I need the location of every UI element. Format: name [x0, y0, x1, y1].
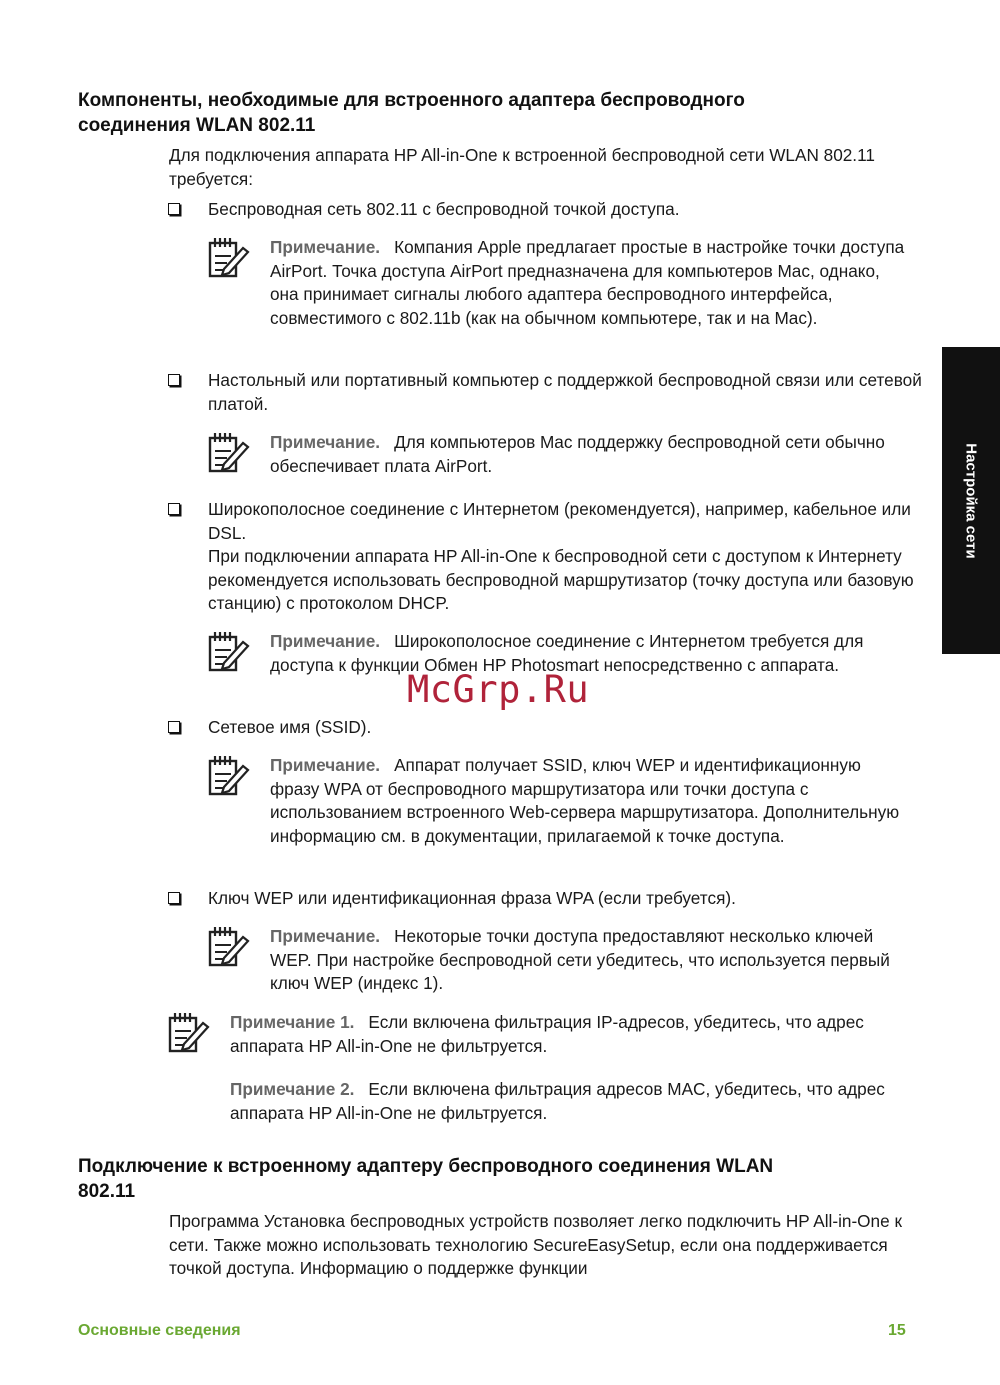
note-text: Некоторые точки доступа предоставляют несколько ключей WEP. При настройке беспроводной сети убедитесь, что используется первый ключ WEP (индекс 1).	[270, 926, 890, 993]
section-heading-connection	[78, 1154, 878, 1204]
footer-section-name: Основные сведения	[78, 1322, 241, 1339]
heading-line: Подключение к встроенному адаптеру беспроводного соединения WLAN	[78, 1156, 774, 1177]
note-text: Компания Apple предлагает простые в настройке точки доступа AirPort. Точка доступа AirPort предназначена для компьютеров Mac, однако, она принимает сигналы любого адаптера беспроводного интерфейса, совместимого с 802.11b (как на обычном компьютере, так и на Mac).	[270, 237, 905, 328]
page-number: 15	[888, 1322, 906, 1339]
checkbox-square-icon	[168, 203, 180, 215]
note-text: Аппарат получает SSID, ключ WEP и идентификационную фразу WPA от беспроводного маршрутизатора или точки доступа с использованием встроенного Web-сервера маршрутизатора. Дополнительную информацию см. в документации, прилагаемой к точке доступа.	[270, 755, 900, 846]
notepad-pencil-icon	[208, 431, 250, 475]
note-label: Примечание 2.	[230, 1079, 355, 1099]
checkbox-square-icon	[168, 892, 180, 904]
note-label: Примечание.	[270, 631, 381, 651]
checkbox-square-icon	[168, 503, 180, 515]
note-text: Если включена фильтрация адресов MAC, убедитесь, что адрес аппарата HP All-in-One не фильтруется.	[230, 1079, 885, 1123]
body-paragraph: Программа Установка беспроводных устройств позволяет легко подключить HP All-in-One к сети. Также можно использовать технологию SecureEasySetup, если она поддерживается точкой доступа. Информацию о поддержке функции	[169, 1211, 902, 1278]
note-text: Если включена фильтрация IP-адресов, убедитесь, что адрес аппарата HP All-in-One не фильтруется.	[230, 1012, 864, 1056]
notepad-pencil-icon	[208, 754, 250, 798]
list-item-text: Широкополосное соединение с Интернетом (рекомендуется), например, кабельное или DSL.	[208, 499, 911, 543]
section-heading-components	[78, 88, 878, 138]
heading-line: соединения WLAN 802.11	[78, 115, 316, 136]
heading-line: Компоненты, необходимые для встроенного адаптера беспроводного	[78, 90, 745, 111]
heading-line: 802.11	[78, 1181, 136, 1202]
note-text: Широкополосное соединение с Интернетом требуется для доступа к функции Обмен HP Photosmart непосредственно с аппарата.	[270, 631, 864, 675]
notepad-pencil-icon	[208, 236, 250, 280]
notepad-pencil-icon	[208, 630, 250, 674]
note-label: Примечание 1.	[230, 1012, 355, 1032]
note-label: Примечание.	[270, 432, 381, 452]
side-tab	[942, 347, 1000, 654]
note-label: Примечание.	[270, 926, 381, 946]
checkbox-square-icon	[168, 721, 180, 733]
notepad-pencil-icon	[208, 925, 250, 969]
watermark: McGrp.Ru	[407, 668, 590, 711]
intro-paragraph: Для подключения аппарата HP All-in-One к встроенной беспроводной сети WLAN 802.11 требуется:	[169, 145, 875, 189]
list-item-text: Настольный или портативный компьютер с поддержкой беспроводной связи или сетевой платой.	[208, 370, 922, 414]
list-item-text: Сетевое имя (SSID).	[208, 717, 372, 737]
checkbox-square-icon	[168, 374, 180, 386]
notepad-pencil-icon	[168, 1011, 210, 1055]
list-item-text: Беспроводная сеть 802.11 с беспроводной точкой доступа.	[208, 199, 680, 219]
note-label: Примечание.	[270, 755, 381, 775]
side-tab-label: Настройка сети	[962, 442, 980, 559]
list-item-extra-text: При подключении аппарата HP All-in-One к беспроводной сети с доступом к Интернету рекомендуется использовать беспроводной маршрутизатор (точку доступа или базовую станцию) с протоколом DHCP.	[208, 546, 914, 613]
list-item-text: Ключ WEP или идентификационная фраза WPA (если требуется).	[208, 888, 736, 908]
note-label: Примечание.	[270, 237, 381, 257]
note-text: Для компьютеров Mac поддержку беспроводной сети обычно обеспечивает плата AirPort.	[270, 432, 885, 476]
